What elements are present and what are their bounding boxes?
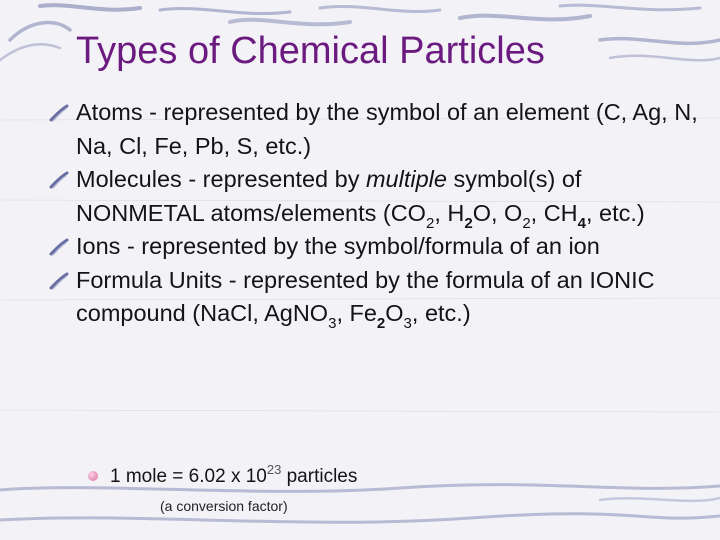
pen-stroke-bullet-icon xyxy=(48,270,70,292)
bullet-text-run: O xyxy=(385,300,404,326)
bullet-text-run: Molecules - represented by xyxy=(76,166,366,192)
bullet-text-run: , etc.) xyxy=(586,199,645,226)
bullet-list xyxy=(48,96,698,331)
bullet-text-run: symbol(s) of NONMETAL atoms/elements (CO xyxy=(76,166,582,226)
bullet-text-run: 3 xyxy=(403,315,412,332)
bullet-text-run: 2 xyxy=(425,214,435,232)
mole-text: 1 mole = 6.02 x 10 xyxy=(110,466,267,487)
bullet-text-run: , etc.) xyxy=(411,300,471,326)
pen-stroke-bullet-icon xyxy=(48,169,70,191)
conversion-note: (a conversion factor) xyxy=(160,498,288,514)
bullet-text-run: Formula Units - represented by the formula of an IONIC compound (NaCl, AgNO xyxy=(76,266,655,326)
pink-dot-icon xyxy=(88,471,98,481)
pen-stroke-bullet-icon xyxy=(48,236,70,258)
bullet-item xyxy=(48,163,698,230)
mole-line xyxy=(88,462,358,488)
bullet-item xyxy=(48,230,698,264)
bullet-item xyxy=(48,96,698,163)
bullet-text-run: Atoms - represented by the symbol of an element (C, Ag, N, Na, Cl, Fe, Pb, S, etc.) xyxy=(76,99,698,159)
bullet-text-run: , H xyxy=(434,199,465,226)
bullet-text-run: 2 xyxy=(522,214,531,232)
bullet-text-run: Ions - represented by the symbol/formula of an ion xyxy=(76,233,600,259)
slide-title: Types of Chemical Particles xyxy=(76,30,545,72)
bullet-text-run: 4 xyxy=(577,214,586,232)
bullet-text-run: 3 xyxy=(328,315,337,332)
bullet-item xyxy=(48,264,698,331)
bullet-text-run: 2 xyxy=(464,214,473,232)
bullet-text-run: , CH xyxy=(530,199,578,226)
pen-stroke-bullet-icon xyxy=(48,102,70,124)
bullet-text-run: 2 xyxy=(376,315,386,332)
mole-exponent: 23 xyxy=(266,462,282,477)
bullet-text-run: , Fe xyxy=(336,300,377,326)
bullet-text-run: multiple xyxy=(365,166,447,192)
mole-suffix: particles xyxy=(281,466,358,487)
bullet-text-run: O, O xyxy=(472,199,523,226)
